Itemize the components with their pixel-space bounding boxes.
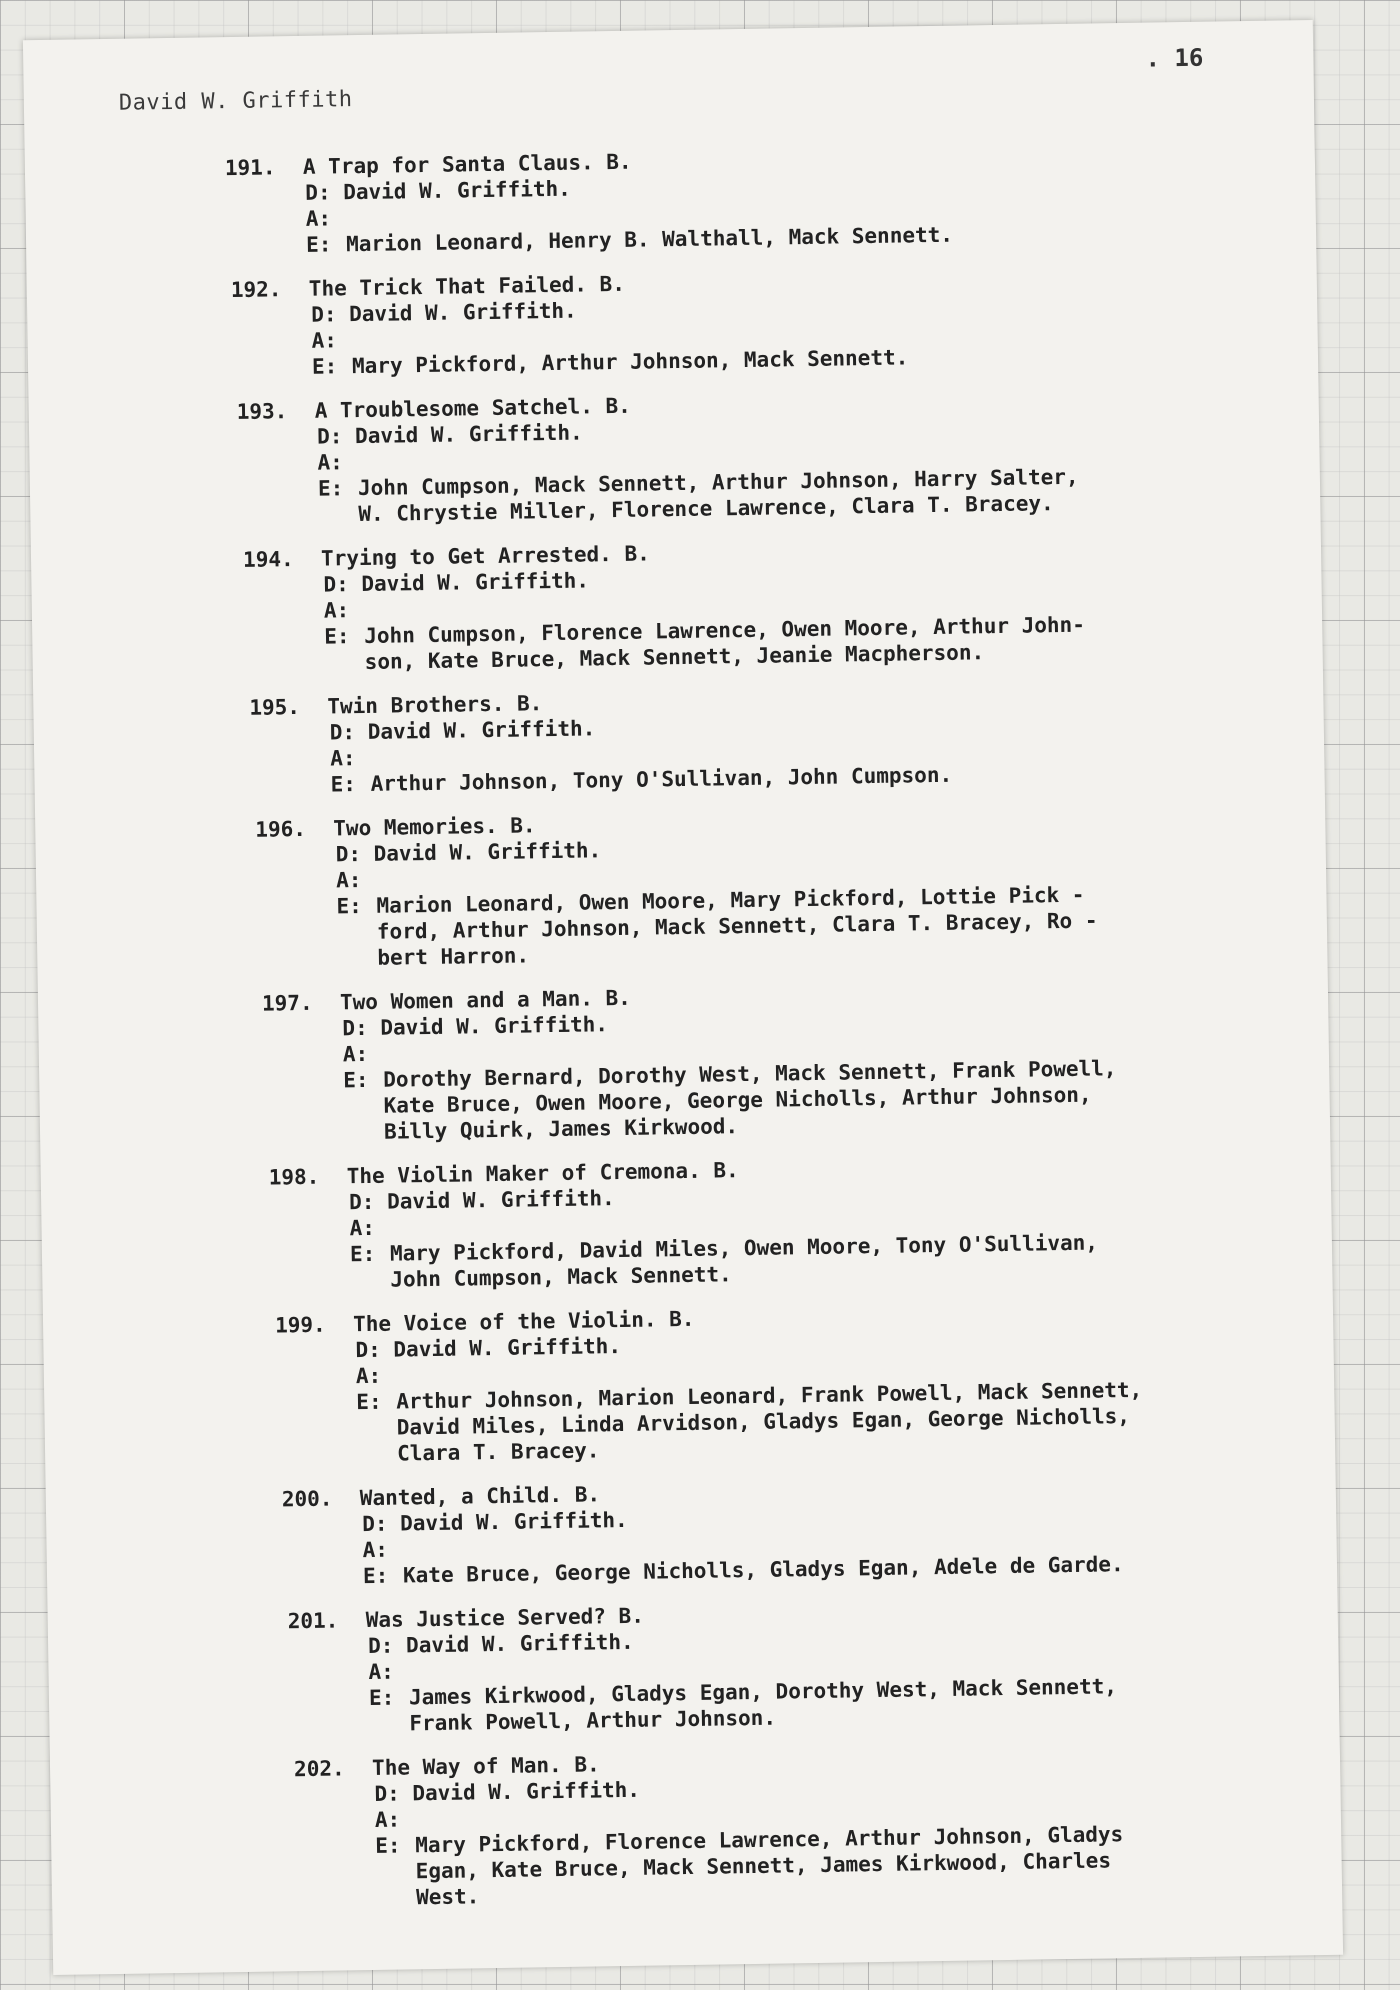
page-number: . 16	[1145, 43, 1204, 73]
film-entry	[237, 383, 1231, 529]
cast-names: Frank Powell, Arthur Johnson.	[409, 1705, 777, 1736]
director-line: D: David W. Griffith.	[355, 1334, 622, 1363]
cast-names: Kate Bruce, Owen Moore, George Nicholls, Arthur Johnson,	[383, 1082, 1092, 1118]
author-line: A:	[330, 746, 356, 771]
author-line: A:	[349, 1215, 376, 1241]
director-line: D: David W. Griffith.	[305, 176, 571, 205]
director-line: D: David W. Griffith.	[362, 1507, 628, 1537]
film-number: 202.	[293, 1756, 345, 1782]
film-title: A Trap for Santa Claus. B.	[302, 149, 632, 179]
film-title: Twin Brothers. B.	[327, 691, 543, 719]
film-number: 191.	[224, 155, 276, 181]
cast-label: E:	[311, 354, 338, 379]
author-line: A:	[305, 206, 332, 231]
director-line: D: David W. Griffith.	[335, 838, 602, 867]
cast-names: Kate Bruce, George Nicholls, Gladys Egan, Adele de Garde.	[402, 1552, 1124, 1588]
cast-label: E:	[368, 1685, 395, 1711]
cast-label: E:	[343, 1067, 369, 1093]
film-title: Two Memories. B.	[333, 813, 536, 841]
cast-names: Arthur Johnson, Marion Leonard, Frank Powell, Mack Sennett,	[396, 1377, 1143, 1414]
cast-names: John Cumpson, Mack Sennett, Arthur Johnson, Harry Salter,	[357, 464, 1079, 501]
film-number: 192.	[230, 277, 282, 303]
film-entry	[225, 139, 1227, 259]
author-line: A:	[374, 1807, 401, 1832]
cast-names: Clara T. Bracey.	[396, 1438, 600, 1466]
director-line: D: David W. Griffith.	[348, 1186, 615, 1215]
film-entry	[288, 1593, 1250, 1738]
film-number: 197.	[261, 990, 313, 1016]
director-line: D: David W. Griffith.	[367, 1629, 634, 1659]
film-number: 201.	[287, 1608, 339, 1634]
cast-names: ford, Arthur Johnson, Mack Sennett, Clara T. Bracey, Ro -	[376, 908, 1098, 944]
header-name: David W. Griffith	[118, 87, 353, 116]
author-line: A:	[311, 328, 338, 353]
cast-names: James Kirkwood, Gladys Egan, Dorothy West, Mack Sennett,	[408, 1674, 1118, 1710]
cast-label: E:	[330, 772, 357, 797]
cast-names: West.	[415, 1884, 480, 1910]
cast-names: Mary Pickford, Arthur Johnson, Mack Sennett.	[351, 345, 909, 379]
cast-names: son, Kate Bruce, Mack Sennett, Jeanie Macpherson.	[364, 640, 985, 674]
cast-label: E:	[362, 1563, 389, 1589]
film-title: Two Women and a Man. B.	[339, 985, 631, 1015]
cast-names: Arthur Johnson, Tony O'Sullivan, John Cumpson.	[370, 762, 953, 796]
cast-label: E:	[317, 476, 344, 501]
typed-page	[23, 20, 1343, 1975]
film-title: Was Justice Served? B.	[365, 1603, 645, 1633]
cast-names: Marion Leonard, Owen Moore, Mary Pickford, Lottie Pick -	[376, 882, 1085, 918]
film-entry	[262, 975, 1240, 1146]
film-number: 198.	[268, 1164, 320, 1190]
cast-label: E:	[375, 1833, 401, 1858]
film-entry	[249, 679, 1235, 798]
film-entry	[282, 1471, 1248, 1590]
film-number: 200.	[281, 1486, 333, 1512]
film-number: 193.	[236, 399, 288, 424]
film-entry	[294, 1741, 1252, 1912]
author-line: A:	[317, 450, 344, 475]
film-title: Trying to Get Arrested. B.	[320, 541, 650, 571]
film-entry	[275, 1297, 1245, 1468]
film-title: Wanted, a Child. B.	[359, 1482, 601, 1511]
director-line: D: David W. Griffith.	[311, 298, 577, 327]
film-title: The Way of Man. B.	[371, 1752, 600, 1780]
cast-names: David Miles, Linda Arvidson, Gladys Egan, George Nicholls,	[396, 1404, 1131, 1440]
author-line: A:	[368, 1659, 395, 1685]
cast-names: Dorothy Bernard, Dorothy West, Mack Sennett, Frank Powell,	[383, 1056, 1117, 1092]
director-line: D: David W. Griffith.	[374, 1777, 641, 1806]
cast-label: E:	[349, 1241, 376, 1267]
cast-label: E:	[305, 232, 332, 257]
cast-names: W. Chrystie Miller, Florence Lawrence, Clara T. Bracey.	[358, 491, 1054, 527]
film-title: The Voice of the Violin. B.	[352, 1306, 695, 1337]
film-number: 195.	[249, 694, 301, 720]
director-line: D: David W. Griffith.	[329, 716, 596, 745]
film-entry	[231, 261, 1229, 381]
author-line: A:	[323, 598, 350, 623]
cast-names: John Cumpson, Florence Lawrence, Owen Moore, Arthur John-	[364, 612, 1086, 648]
cast-names: Billy Quirk, James Kirkwood.	[383, 1114, 739, 1144]
author-line: A:	[342, 1041, 369, 1067]
cast-names: Mary Pickford, David Miles, Owen Moore, Tony O'Sullivan,	[389, 1230, 1099, 1266]
author-line: A:	[355, 1363, 382, 1389]
cast-names: bert Harron.	[377, 943, 530, 970]
cast-names: Marion Leonard, Henry B. Walthall, Mack Sennett.	[345, 222, 954, 257]
cast-label: E:	[324, 624, 350, 649]
director-line: D: David W. Griffith.	[342, 1012, 609, 1041]
film-number: 194.	[242, 547, 294, 572]
film-entry	[269, 1149, 1243, 1294]
film-number: 199.	[274, 1312, 326, 1338]
cast-names: Mary Pickford, Florence Lawrence, Arthur Johnson, Gladys	[415, 1822, 1124, 1858]
cast-label: E:	[336, 894, 363, 919]
cast-label: E:	[356, 1389, 382, 1415]
filmography-list	[225, 139, 1253, 1930]
film-entry	[255, 801, 1237, 972]
film-title: The Trick That Failed. B.	[308, 271, 626, 301]
author-line: A:	[362, 1537, 389, 1563]
film-number: 196.	[255, 816, 307, 842]
cast-names: John Cumpson, Mack Sennett.	[390, 1262, 732, 1292]
director-line: D: David W. Griffith.	[323, 568, 590, 597]
film-title: A Troublesome Satchel. B.	[314, 393, 631, 423]
director-line: D: David W. Griffith.	[316, 420, 583, 449]
film-title: The Violin Maker of Cremona. B.	[346, 1158, 739, 1189]
film-entry	[243, 531, 1233, 677]
author-line: A:	[335, 868, 362, 893]
cast-names: Egan, Kate Bruce, Mack Sennett, James Kirkwood, Charles	[415, 1848, 1112, 1884]
